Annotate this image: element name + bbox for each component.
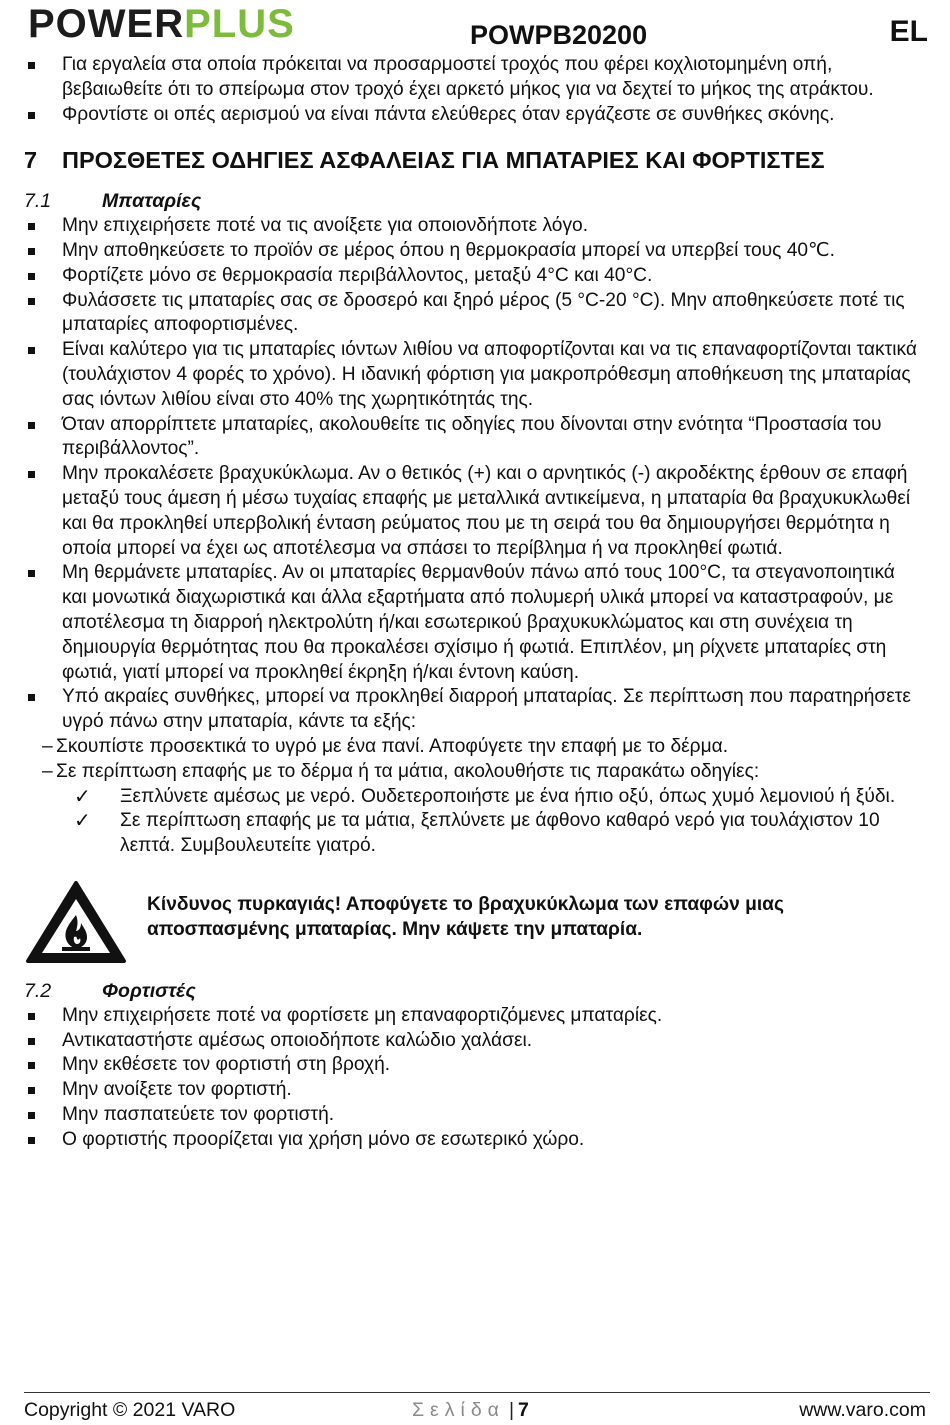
checkmark-icon: ✓ [74, 785, 91, 808]
fire-warning-block [24, 879, 924, 965]
page-number: 7 [518, 1399, 529, 1421]
dash-item: – Σκουπίστε προσεκτικά το υγρό με ένα πανί. Αποφύγετε την επαφή με το δέρμα. [24, 735, 924, 760]
check-item: ✓ Σε περίπτωση επαφής με τα μάτια, ξεπλύνετε με άφθονο καθαρό νερό για τουλάχιστον 10 λεπτά. Συμβουλευτείτε γιατρό. [74, 810, 880, 857]
bullet-marker [28, 1038, 35, 1045]
bullet-item: Όταν απορρίπτετε μπαταρίες, ακολουθείτε τις οδηγίες που δίνονται στην ενότητα “Προστασία του περιβάλλοντος”. [24, 413, 924, 463]
logo-power: POWER [28, 2, 185, 46]
bullet-marker [28, 471, 35, 478]
bullet-marker [28, 422, 35, 429]
bullet-marker [28, 298, 35, 305]
copyright: Copyright © 2021 VARO [24, 1399, 236, 1421]
bullet-item: Φορτίζετε μόνο σε θερμοκρασία περιβάλλοντος, μεταξύ 4°C και 40°C. [24, 264, 924, 289]
dash-item: – Σε περίπτωση επαφής με το δέρμα ή τα μάτια, ακολουθήστε τις παρακάτω οδηγίες: [24, 760, 924, 785]
subsection-heading-7-1: 7.1 Μπαταρίες [24, 190, 202, 213]
fire-warning-text: Κίνδυνος πυρκαγιάς! Αποφύγετε το βραχυκύκλωμα των επαφών μιας αποσπασμένης μπαταρίας. Μην κάψετε την μπαταρία. [147, 893, 784, 940]
check-item: ✓ Ξεπλύνετε αμέσως με νερό. Ουδετεροποιήστε με ένα ήπιο οξύ, όπως χυμό λεμονιού ή ξύδι. [74, 785, 896, 808]
bullet-item: Για εργαλεία στα οποία πρόκειται να προσαρμοστεί τροχός που φέρει κοχλιοτομημένη οπή, βεβαιωθείτε ότι το σπείρωμα στον τροχό έχει αρκετό μήκος για να δεχτεί το μήκος της ατράκτου. [24, 53, 924, 103]
document-body [24, 53, 924, 1152]
bullet-item: Φυλάσσετε τις μπαταρίες σας σε δροσερό και ξηρό μέρος (5 °C-20 °C). Μην αποθηκεύσετε ποτέ τις μπαταρίες αποφορτισμένες. [24, 289, 924, 339]
bullet-item: Είναι καλύτερο για τις μπαταρίες ιόντων λιθίου να αποφορτίζονται και να τις επαναφορτίζονται τακτικά (τουλάχιστον 4 φορές το χρόνο). Η ιδανική φόρτιση για μακροπρόθεσμη αποθήκευση της μπαταρίας σας ιόντων λιθίου είναι στο 40% της χωρητικότητάς της. [24, 338, 924, 412]
bullet-item: Μην αποθηκεύσετε το προϊόν σε μέρος όπου η θερμοκρασία μπορεί να υπερβεί τους 40℃. [24, 239, 924, 264]
bullet-marker [28, 694, 35, 701]
bullet-item: Μην εκθέσετε τον φορτιστή στη βροχή. [24, 1053, 924, 1078]
website-link[interactable]: www.varo.com [799, 1399, 926, 1421]
page-header [0, 0, 950, 56]
dash-marker: – [42, 760, 53, 782]
model-number: POWPB20200 [470, 20, 648, 50]
bullet-marker [28, 223, 35, 230]
bullet-item: Μη θερμάνετε μπαταρίες. Αν οι μπαταρίες θερμανθούν πάνω από τους 100°C, τα στεγανοποιητικά και μονωτικά διαχωριστικά και άλλα εξαρτήματα από πολυμερή υλικά μπορεί να καταστραφούν, με αποτέλεσμα τη διαρροή ηλεκτρολύτη ή/και εσωτερικού βραχυκυκλώματος και στη συνέχεια τη δημιουργία θερμότητας που θα προκαλέσει σχίσιμο ή φωτιά. Επιπλέον, μη ρίχνετε μπαταρίες στη φωτιά, γιατί μπορεί να προκληθεί έκρηξη ή/και έντονη καύση. [24, 561, 924, 685]
bullet-item: Ο φορτιστής προορίζεται για χρήση μόνο σε εσωτερικό χώρο. [24, 1128, 924, 1153]
bullet-marker [28, 1112, 35, 1119]
bullet-item: Μην ανοίξετε τον φορτιστή. [24, 1078, 924, 1103]
language-code: EL [889, 15, 928, 48]
bullet-item: Μην επιχειρήσετε ποτέ να φορτίσετε μη επαναφορτιζόμενες μπαταρίες. [24, 1004, 924, 1029]
bullet-marker [28, 570, 35, 577]
page-indicator: Σελίδα | 7 [412, 1399, 529, 1421]
powerplus-logo [28, 2, 295, 46]
dash-marker: – [42, 735, 53, 757]
logo-plus: PLUS [184, 2, 295, 46]
bullet-item: Αντικαταστήστε αμέσως οποιοδήποτε καλώδιο χαλάσει. [24, 1029, 924, 1054]
bullet-item: Υπό ακραίες συνθήκες, μπορεί να προκληθεί διαρροή μπαταρίας. Σε περίπτωση που παρατηρήσετε υγρό πάνω στην μπαταρία, κάντε τα εξής: [24, 685, 924, 735]
bullet-marker [28, 62, 35, 69]
section-heading-7: 7 ΠΡΟΣΘΕΤΕΣ ΟΔΗΓΙΕΣ ΑΣΦΑΛΕΙΑΣ ΓΙΑ ΜΠΑΤΑΡΙΕΣ ΚΑΙ ΦΟΡΤΙΣΤΕΣ [24, 147, 825, 174]
bullet-marker [28, 1087, 35, 1094]
bullet-marker [28, 273, 35, 280]
bullet-marker [28, 347, 35, 354]
bullet-marker [28, 1062, 35, 1069]
subsection-heading-7-2: 7.2 Φορτιστές [24, 979, 196, 1002]
bullet-item: Φροντίστε οι οπές αερισμού να είναι πάντα ελεύθερες όταν εργάζεστε σε συνθήκες σκόνης. [24, 103, 924, 128]
bullet-item: Μην προκαλέσετε βραχυκύκλωμα. Αν ο θετικός (+) και ο αρνητικός (-) ακροδέκτης έρθουν σε επαφή μεταξύ τους άμεση ή μέσω τυχαίας επαφής με μεταλλικά αντικείμενα, η μπαταρία θα βραχυκυκλωθεί και θα προκληθεί υπερβολική ένταση ρεύματος που με τη σειρά του θα δημιουργήσει θερμότητα η οποία μπορεί να έχει ως αποτέλεσμα να σπάσει το περίβλημα ή να προκληθεί φωτιά. [24, 462, 924, 561]
checkmark-icon: ✓ [74, 810, 91, 833]
bullet-item: Μην επιχειρήσετε ποτέ να τις ανοίξετε για οποιονδήποτε λόγο. [24, 214, 924, 239]
page-footer [24, 1392, 930, 1425]
bullet-marker [28, 1013, 35, 1020]
fire-warning-icon [24, 879, 128, 965]
bullet-marker [28, 112, 35, 119]
bullet-marker [28, 248, 35, 255]
bullet-marker [28, 1137, 35, 1144]
bullet-item: Μην πασπατεύετε τον φορτιστή. [24, 1103, 924, 1128]
